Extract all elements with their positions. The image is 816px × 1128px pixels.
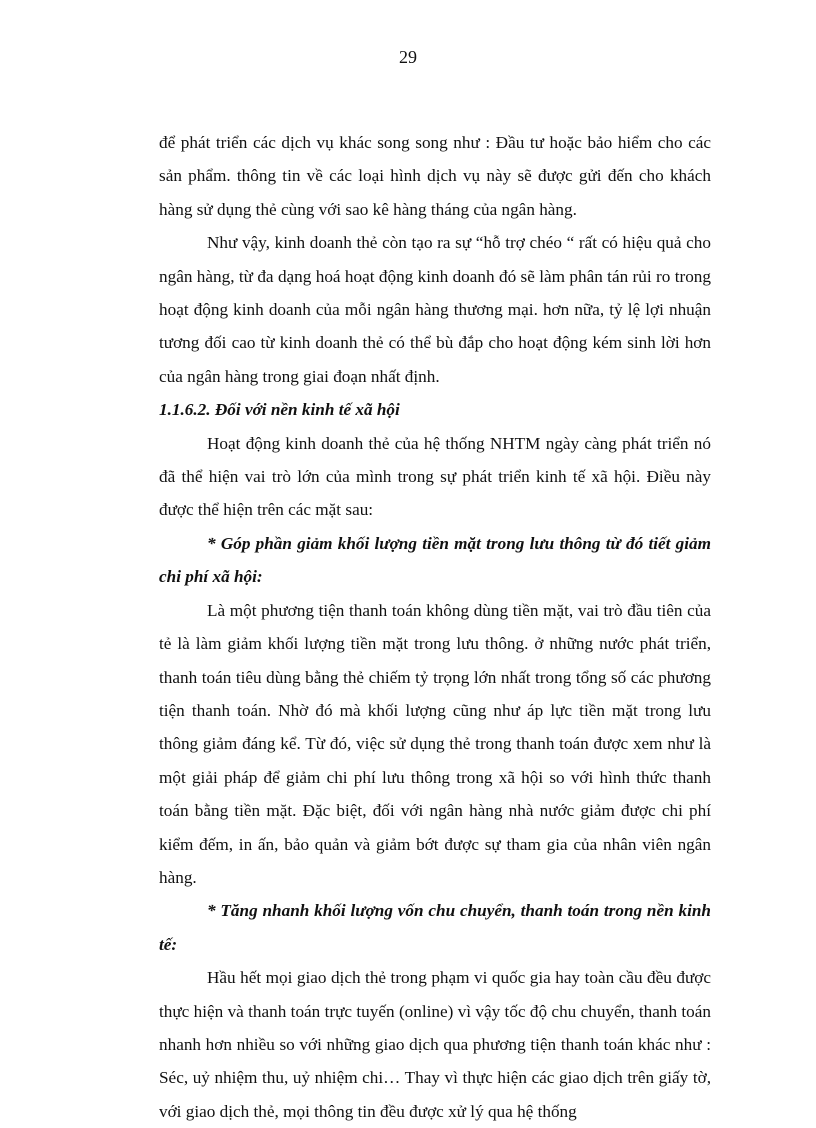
paragraph-online-transactions: Hầu hết mọi giao dịch thẻ trong phạm vi quốc gia hay toàn cầu đều được thực hiện và thanh toán trực tuyến (online) vì vậy tốc độ chu chuyển, thanh toán nhanh hơn nhiều so với những giao dịch qua phương tiện thanh toán khác như : Séc, uỷ nhiệm thu, uỷ nhiệm chi… Thay vì thực hiện các giao dịch trên giấy tờ, với giao dịch thẻ, mọi thông tin đều được xử lý qua hệ thống: [159, 968, 711, 1121]
subheading-capital-flow: * Tăng nhanh khối lượng vốn chu chuyển, thanh toán trong nền kinh tế:: [159, 901, 711, 954]
paragraph-card-business: Hoạt động kinh doanh thẻ của hệ thống NHTM ngày càng phát triển nó đã thể hiện vai trò lớn của mình trong sự phát triển kinh tế xã hội. Điều này được thể hiện trên các mặt sau:: [159, 433, 711, 520]
page-number: 29: [399, 47, 417, 67]
paragraph-cross-support: Như vậy, kinh doanh thẻ còn tạo ra sự “hỗ trợ chéo “ rất có hiệu quả cho ngân hàng, từ đa dạng hoá hoạt động kinh doanh đó sẽ làm phân tán rủi ro trong hoạt động kinh doanh của mỗi ngân hàng thương mại. hơn nữa, tỷ lệ lợi nhuận tương đối cao từ kinh doanh thẻ có thể bù đắp cho hoạt động kém sinh lời hơn của ngân hàng trong giai đoạn nhất định.: [159, 233, 711, 386]
paragraph-reduce-cash: Là một phương tiện thanh toán không dùng tiền mặt, vai trò đầu tiên của tẻ là làm giảm khối lượng tiền mặt trong lưu thông. ở những nước phát triển, thanh toán tiêu dùng bằng thẻ chiếm tỷ trọng lớn nhất trong tổng số các phương tiện thanh toán. Nhờ đó mà khối lượng cũng như áp lực tiền mặt trong lưu thông giảm đáng kể. Từ đó, việc sử dụng thẻ trong thanh toán được xem như là một giải pháp để giảm chi phí lưu thông trong xã hội so với hình thức thanh toán bằng tiền mặt. Đặc biệt, đối với ngân hàng nhà nước giảm được chi phí kiểm đếm, in ấn, bảo quản và giảm bớt được sự tham gia của nhân viên ngân hàng.: [159, 600, 711, 887]
document-body: [159, 126, 711, 1128]
section-heading: 1.1.6.2. Đối với nền kinh tế xã hội: [159, 400, 400, 420]
subheading-reduce-cash: * Góp phần giảm khối lượng tiền mặt trong lưu thông từ đó tiết giảm chi phí xã hội:: [159, 533, 711, 587]
paragraph-continuation: để phát triển các dịch vụ khác song song như : Đầu tư hoặc bảo hiểm cho các sản phẩm. thông tin về các loại hình dịch vụ này sẽ được gửi đến cho khách hàng sử dụng thẻ cùng với sao kê hàng tháng của ngân hàng.: [159, 133, 711, 219]
